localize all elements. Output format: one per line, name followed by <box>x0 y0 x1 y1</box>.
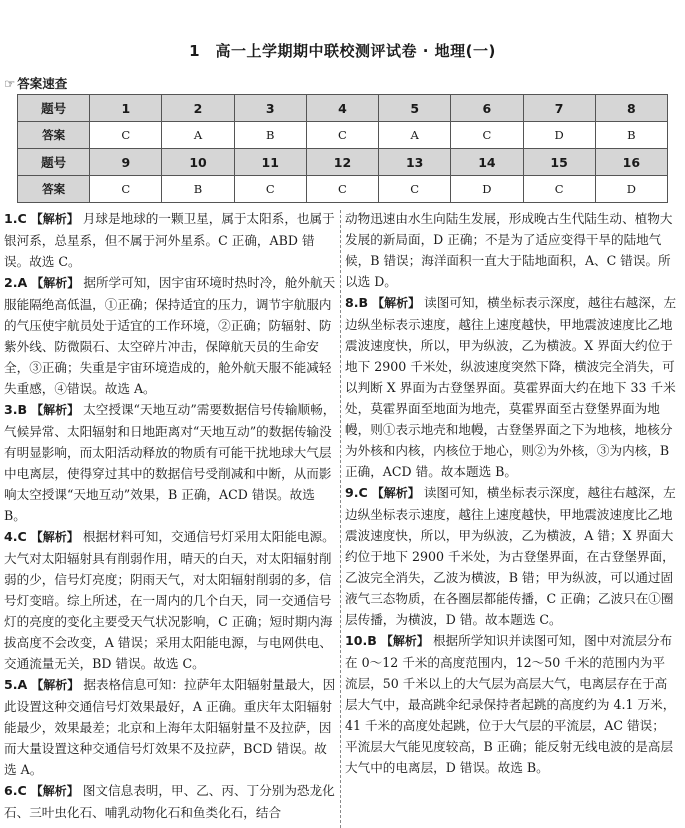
answer-cell: A <box>162 122 234 149</box>
page-title: 1 高一上学期期中联校测评试卷 · 地理(一) <box>189 42 496 60</box>
question-number: 5 <box>379 95 451 122</box>
item-number: 3.B <box>4 402 28 417</box>
answer-cell: C <box>90 176 162 203</box>
left-column <box>4 208 337 823</box>
explanation-item <box>4 780 337 823</box>
answer-cell: D <box>523 122 595 149</box>
table-row <box>18 176 668 203</box>
row-label: 答案 <box>18 122 90 149</box>
question-number: 7 <box>523 95 595 122</box>
explanation-item <box>4 526 337 674</box>
analysis-tag: 【解析】 <box>372 296 421 310</box>
question-number: 3 <box>234 95 306 122</box>
table-row <box>18 122 668 149</box>
question-number: 6 <box>451 95 523 122</box>
answer-cell: C <box>379 176 451 203</box>
answer-cell: B <box>162 176 234 203</box>
answer-cell: D <box>595 176 667 203</box>
analysis-tag: 【解析】 <box>380 634 429 648</box>
explanation-text: 据所学可知，因宇宙环境时热时冷，舱外航天服能隔绝高低温，①正确；保持适宜的压力，调节宇航服内的气压使宇航员处于适宜的工作环境，②正确；防辐射、防紫外线、防微陨石、太空碎片冲击，保障航天员的生命安全，③正确；失重是宇宙环境造成的，舱外航天服不能减轻失重感，④错误。故选 A。 <box>4 275 336 396</box>
item-number: 2.A <box>4 275 28 290</box>
item-number: 4.C <box>4 529 27 544</box>
answer-cell: C <box>523 176 595 203</box>
analysis-tag: 【解析】 <box>30 530 79 544</box>
explanation-item <box>4 399 337 526</box>
explanation-text: 太空授课“天地互动”需要数据信号传输顺畅，气候异常、太阳辐射和日地距离对“天地互动”的数据传输没有明显影响，而太阳活动释放的物质有可能干扰地球大气层中电离层，使得穿过其中的数据信号受削减和中断，从而影响太空授课“天地互动”效果，B 正确，ACD 错误。故选 B。 <box>4 402 336 523</box>
explanation-text: 图文信息表明，甲、乙、丙、丁分别为恐龙化石、三叶虫化石、哺乳动物化石和鱼类化石，结合 <box>4 783 335 820</box>
question-number: 9 <box>90 149 162 176</box>
analysis-tag: 【解析】 <box>31 678 80 692</box>
explanation-text: 读图可知，横坐标表示深度，越往右越深，左边纵坐标表示速度，越往上速度越快，甲地震波速度比乙地震波速度快，所以，甲为纵波，乙为横波，A 错；X 界面大约位于地下 2900 千米处，为古登堡界面，在古登堡界面，乙波完全消失，乙波为横波，B 错；甲为纵波，可以通过固液气三态物质，在各圈层都能传播，C 正确；乙波只在①圈层传播，为横波，D 错。故本题选 C。 <box>345 485 676 627</box>
explanation-text: 动物迅速由水生向陆生发展，形成晚古生代陆生动、植物大发展的新局面，D 正确；不是为了适应变得干旱的陆地气候，B 错误；海洋面积一直大于陆地面积，A、C 错误。所以选 D。 <box>345 211 673 289</box>
question-number: 4 <box>306 95 378 122</box>
explanation-item <box>345 630 677 778</box>
answer-cell: C <box>234 176 306 203</box>
explanation-item <box>345 482 677 630</box>
explanation-item <box>4 674 337 780</box>
row-label: 题号 <box>18 149 90 176</box>
item-number: 1.C <box>4 211 27 226</box>
question-number: 12 <box>306 149 378 176</box>
question-number: 15 <box>523 149 595 176</box>
quick-answer-heading <box>4 74 67 92</box>
quick-answer-label: 答案速查 <box>17 76 68 91</box>
item-number: 8.B <box>345 295 369 310</box>
answer-cell: C <box>451 122 523 149</box>
right-column <box>345 208 677 778</box>
question-number: 11 <box>234 149 306 176</box>
explanation-item <box>345 208 677 292</box>
question-number: 2 <box>162 95 234 122</box>
row-label: 答案 <box>18 176 90 203</box>
analysis-tag: 【解析】 <box>31 276 80 290</box>
answer-cell: C <box>90 122 162 149</box>
item-number: 5.A <box>4 677 28 692</box>
question-number: 10 <box>162 149 234 176</box>
answer-cell: C <box>306 176 378 203</box>
explanation-item <box>4 272 337 399</box>
explanation-text: 根据所学知识并读图可知，图中对流层分布在 0～12 千米的高度范围内，12～50 千米的范围内为平流层，50 千米以上的大气层为高层大气，电离层存在于高层大气中，最高跳伞纪录保持者起跳的高度约为 4.1 万米，41 千米的高度处起跳，位于大气层的平流层，AC 错误；平流层大气能见度较高，B 正确；能反射无线电波的是高层大气中的电离层，D 错误。故选 B。 <box>345 633 676 775</box>
answer-cell: D <box>451 176 523 203</box>
question-number: 1 <box>90 95 162 122</box>
explanation-text: 根据材料可知，交通信号灯采用太阳能电源。大气对太阳辐射具有削弱作用，晴天的白天，对太阳辐射削弱的少，信号灯亮度；阴雨天气，对太阳辐射削弱的多，信号灯变暗。综上所述，在一周内的几个白天，同一交通信号灯的亮度的变化主要受天气状况影响，C 正确；短时期内海拔高度不会改变，A 错误；采用太阳能电源，与电网供电、交通流量无关，BD 错误。故选 C。 <box>4 529 335 671</box>
column-divider <box>340 210 341 828</box>
question-number: 14 <box>451 149 523 176</box>
table-row <box>18 95 668 122</box>
analysis-tag: 【解析】 <box>30 784 79 798</box>
explanation-text: 月球是地球的一颗卫星，属于太阳系，也属于银河系，总星系，但不属于河外星系。C 正确，ABD 错误。故选 C。 <box>4 211 335 269</box>
pointing-hand-icon: ☞ <box>4 76 16 91</box>
answer-cell: A <box>379 122 451 149</box>
explanation-text: 据表格信息可知：拉萨年太阳辐射量最大，因此设置这种交通信号灯效果最好，A 正确。重庆年太阳辐射能最少，效果最差；北京和上海年太阳辐射量不及拉萨，因而大量设置这种交通信号灯效果不及拉萨，BCD 错误。故选 A。 <box>4 677 336 777</box>
item-number: 10.B <box>345 633 377 648</box>
question-number: 16 <box>595 149 667 176</box>
explanation-item <box>345 292 677 482</box>
analysis-tag: 【解析】 <box>31 403 80 417</box>
question-number: 8 <box>595 95 667 122</box>
item-number: 6.C <box>4 783 27 798</box>
explanation-text: 读图可知，横坐标表示深度，越往右越深，左边纵坐标表示速度，越往上速度越快，甲地震波速度比乙地震波速度快，所以，甲为纵波，乙为横波。X 界面大约位于地下 2900 千米处，纵波速度突然下降，横波完全消失，可以判断 X 界面为古登堡界面。莫霍界面大约在地下 33 千米处，莫霍界面至地面为地壳，莫霍界面至古登堡界面为地幔，则①表示地壳和地幔，古登堡界面之下为地核，地核分为外核和内核，内核位于地心，则②为外核，③为内核，B 正确，ACD 错。故本题选 B。 <box>345 295 677 479</box>
answer-cell: B <box>234 122 306 149</box>
answer-table <box>17 94 668 203</box>
table-row <box>18 149 668 176</box>
explanation-item <box>4 208 337 272</box>
question-number: 13 <box>379 149 451 176</box>
item-number: 9.C <box>345 485 368 500</box>
row-label: 题号 <box>18 95 90 122</box>
analysis-tag: 【解析】 <box>30 212 79 226</box>
answer-cell: B <box>595 122 667 149</box>
answer-cell: C <box>306 122 378 149</box>
analysis-tag: 【解析】 <box>371 486 420 500</box>
